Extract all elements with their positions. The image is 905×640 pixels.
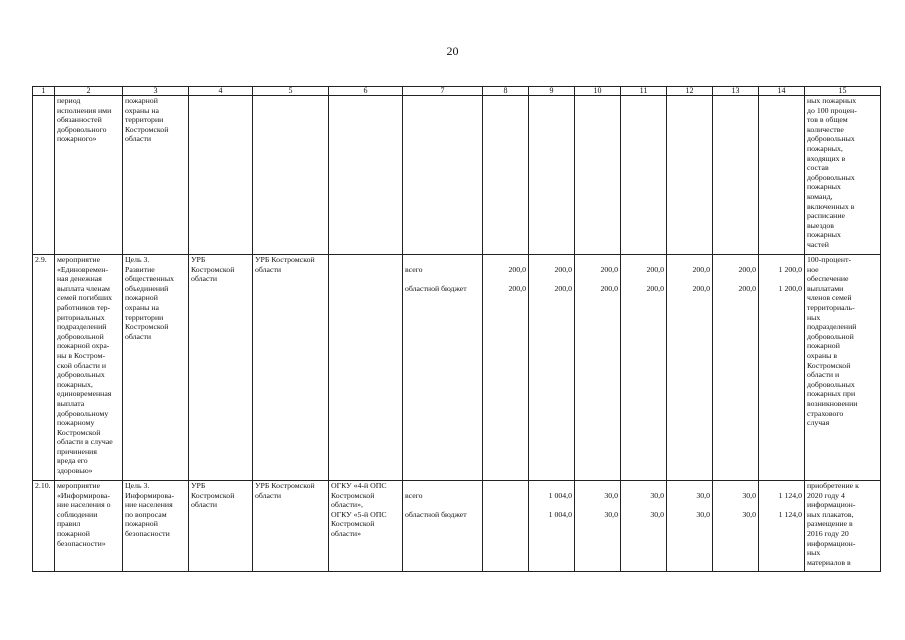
executor <box>253 96 329 255</box>
funding-regional-label: областной бюджет <box>405 283 467 293</box>
amount-cell <box>575 481 621 572</box>
goal: пожарной охраны на территории Костромской области <box>123 96 189 255</box>
amount-cell <box>713 255 759 481</box>
column-header: 15 <box>805 87 881 96</box>
participants: ОГКУ «4-й ОПС Костромской области», ОГКУ «5-й ОПС Костромской области» <box>329 481 403 572</box>
funding-source <box>403 255 483 481</box>
measure-name: мероприятие «Единовремен- ная денежная выплата членам семей погибших работников тер- риториальных подразделений добровольной пожарной охра- ны в Костром- ской области и добровольных пожарных, единовременная выплата добровольному пожарному Костромской области в случае причинения вреда его здоровью» <box>55 255 123 481</box>
amount-value: 1 004,0 <box>548 490 572 500</box>
column-header: 7 <box>403 87 483 96</box>
funding-regional-label: областной бюджет <box>405 509 467 519</box>
column-number-row <box>33 87 881 96</box>
amount-value: 1 004,0 <box>548 509 572 519</box>
item-number: 2.10. <box>33 481 55 572</box>
amount-cell <box>575 255 621 481</box>
expected-result: 100-процент- ное обеспечение выплатами членов семей территориаль- ных подразделений добровольной пожарной охраны в Костромской области и добровольных пожарных при возникновении страхового случая <box>805 255 881 481</box>
expected-result: приобретение к 2020 году 4 информацион- ных плакатов, размещение в 2016 году 20 информацион- ных материалов в <box>805 481 881 572</box>
column-header: 11 <box>621 87 667 96</box>
amount-cell <box>759 96 805 255</box>
amount-value: 200,0 <box>600 283 618 293</box>
amount-value: 200,0 <box>554 264 572 274</box>
column-header: 4 <box>189 87 253 96</box>
amount-cell <box>713 96 759 255</box>
customer: УРБ Костромской области <box>189 481 253 572</box>
amount-cell <box>713 481 759 572</box>
goal: Цель 3. Информирова- ние населения по вопросам пожарной безопасности <box>123 481 189 572</box>
amount-cell <box>667 255 713 481</box>
amount-value: 1 200,0 <box>778 264 802 274</box>
amount-cell <box>759 481 805 572</box>
item-number <box>33 96 55 255</box>
funding-total-label: всего <box>405 264 423 274</box>
amount-value: 200,0 <box>738 264 756 274</box>
funding-source <box>403 481 483 572</box>
amount-value: 200,0 <box>692 283 710 293</box>
amount-cell <box>621 96 667 255</box>
expected-result: ных пожарных до 100 процен- тов в общем количестве добровольных пожарных, входящих в состав добровольных пожарных команд, включенных в расписание выездов пожарных частей <box>805 96 881 255</box>
column-header: 8 <box>483 87 529 96</box>
column-header: 5 <box>253 87 329 96</box>
table-row <box>33 255 881 481</box>
amount-value: 30,0 <box>650 509 664 519</box>
amount-value: 30,0 <box>604 509 618 519</box>
participants <box>329 255 403 481</box>
amount-value: 200,0 <box>508 283 526 293</box>
column-header: 6 <box>329 87 403 96</box>
amount-value: 30,0 <box>696 509 710 519</box>
measure-name: мероприятие «Информирова- ние населения о соблюдении правил пожарной безопасности» <box>55 481 123 572</box>
amount-value: 30,0 <box>650 490 664 500</box>
page-number: 20 <box>446 44 459 58</box>
amount-value: 200,0 <box>554 283 572 293</box>
customer <box>189 96 253 255</box>
column-header: 1 <box>33 87 55 96</box>
funding-total-label: всего <box>405 490 423 500</box>
amount-value: 200,0 <box>600 264 618 274</box>
column-header: 2 <box>55 87 123 96</box>
amount-cell <box>483 481 529 572</box>
amount-value: 1 124,0 <box>778 490 802 500</box>
amount-value: 30,0 <box>696 490 710 500</box>
column-header: 3 <box>123 87 189 96</box>
table-row <box>33 481 881 572</box>
column-header: 10 <box>575 87 621 96</box>
customer: УРБ Костромской области <box>189 255 253 481</box>
amount-value: 30,0 <box>742 509 756 519</box>
amount-value: 1 200,0 <box>778 283 802 293</box>
amount-cell <box>529 481 575 572</box>
amount-cell <box>529 255 575 481</box>
amount-value: 200,0 <box>508 264 526 274</box>
measure-name: период исполнения ими обязанностей добровольного пожарного» <box>55 96 123 255</box>
amount-value: 30,0 <box>742 490 756 500</box>
amount-value: 200,0 <box>738 283 756 293</box>
amount-cell <box>483 96 529 255</box>
amount-cell <box>667 96 713 255</box>
participants <box>329 96 403 255</box>
column-header: 13 <box>713 87 759 96</box>
table-row <box>33 96 881 255</box>
amount-value: 1 124,0 <box>778 509 802 519</box>
column-header: 14 <box>759 87 805 96</box>
amount-value: 200,0 <box>646 283 664 293</box>
executor: УРБ Костромской области <box>253 481 329 572</box>
program-table <box>32 86 881 572</box>
goal: Цель 3. Развитие общественных объединений пожарной охраны на территории Костромской области <box>123 255 189 481</box>
amount-cell <box>483 255 529 481</box>
column-header: 9 <box>529 87 575 96</box>
item-number: 2.9. <box>33 255 55 481</box>
funding-source <box>403 96 483 255</box>
amount-value: 30,0 <box>604 490 618 500</box>
amount-cell <box>667 481 713 572</box>
amount-value: 200,0 <box>692 264 710 274</box>
amount-cell <box>575 96 621 255</box>
amount-cell <box>529 96 575 255</box>
executor: УРБ Костромской области <box>253 255 329 481</box>
amount-cell <box>621 255 667 481</box>
amount-cell <box>621 481 667 572</box>
amount-cell <box>759 255 805 481</box>
amount-value: 200,0 <box>646 264 664 274</box>
column-header: 12 <box>667 87 713 96</box>
